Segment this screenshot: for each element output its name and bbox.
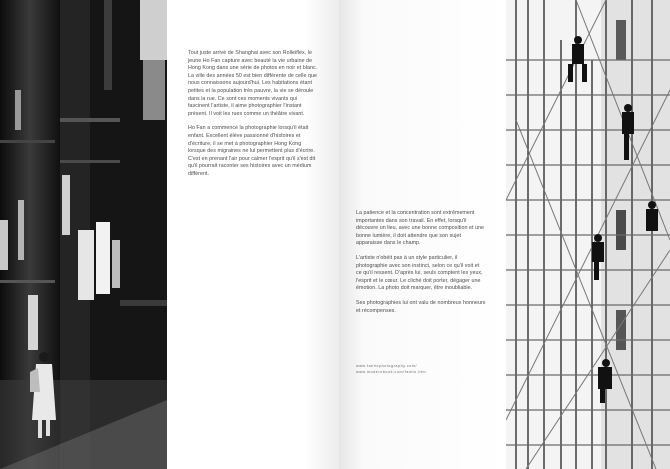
link-fanho-photography[interactable]: www.fanhophotography.com/: [356, 364, 418, 368]
scaffolding-workers-photo: [506, 0, 670, 469]
street-scene-illustration: [0, 0, 167, 469]
left-page-text: [188, 50, 318, 186]
right-paragraph: La patience et la concentration sont extrêmement importantes dans son travail. En effet, lorsqu'il découvre un lieu, avec une bonne composition et une bonne lumière, il doit attendre que son sujet apparaisse dans le champ.: [356, 210, 484, 247]
right-paragraph: Ses photographies lui ont valu de nombreux honneurs et récompenses.: [356, 299, 486, 314]
right-paragraph: L'artiste n'obéit pas à un style particulier, il photographie avec son instinct, selon ce qu'il voit et ce qu'il ressent. D'après lui, seuls comptent les yeux, l'esprit et le cœur. Le cliché doit porter, dégager une émotion. La photo doit marquer, être inoubliable.: [356, 254, 483, 292]
left-paragraph: Tout juste arrivé de Shanghai avec son Rolleiflex, le jeune Ho Fan capture avec beauté la vie urbaine de Hong Kong dans une série de photos en noir et blanc. La ville des années 50 est bien différente de celle que nous connaissons aujourd'hui. Les habitations étant petites et la population très pauvre, la vie se déroule dans la rue. Ce sont ces moments vivants qui fascinent l'artiste, il aime photographier l'instant présent. Il voit les rues comme un théâtre vivant.: [188, 50, 318, 117]
right-page-text: [356, 210, 486, 322]
link-modernbook[interactable]: www.modernbook.com/fanho.htm: [356, 369, 427, 374]
left-paragraph: Ho Fan a commencé la photographie lorsqu'il était enfant. Excellent élève passionné d'histoires et d'écriture, il se met à photographier Hong Kong lorsque des migraines ne lui permettent plus d'écrire. C'est en prenant l'air pour calmer l'esprit qu'il s'est dit qu'il pourrait raconter ses histoires avec un médium différent.: [188, 125, 316, 177]
street-scene-photo: [0, 0, 167, 469]
scaffolding-illustration: [506, 0, 670, 469]
reference-links: [356, 364, 496, 375]
